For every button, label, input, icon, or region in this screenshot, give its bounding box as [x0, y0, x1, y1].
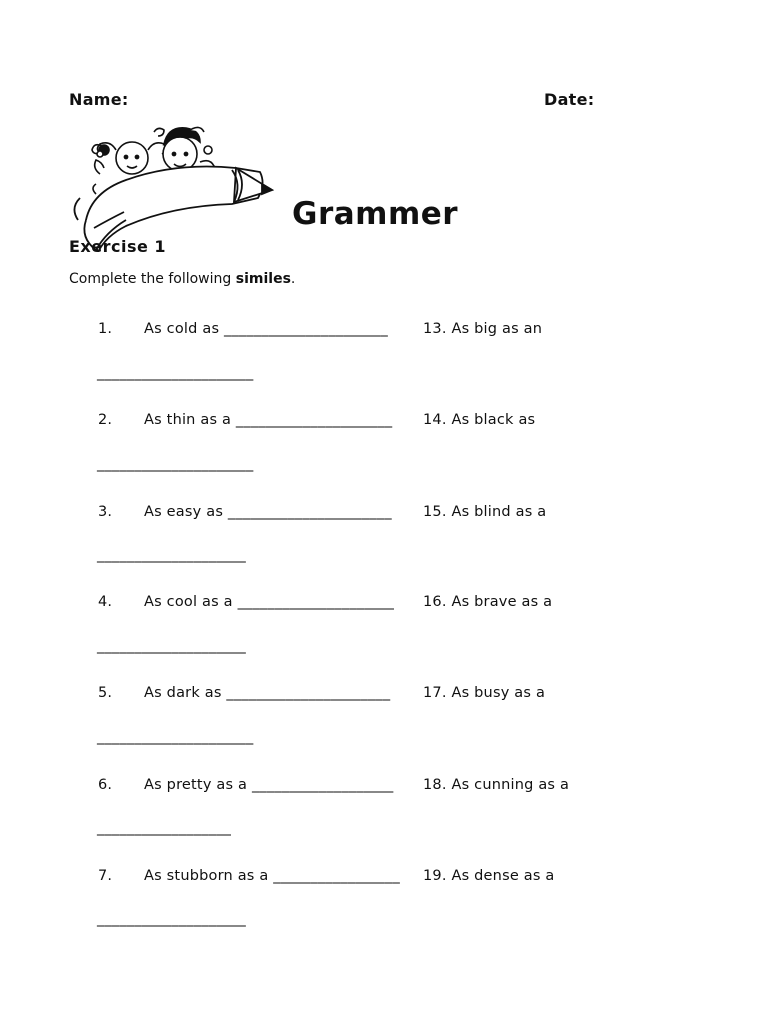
answer-line[interactable]: _____________________	[97, 729, 254, 745]
simile-number: 5.	[98, 685, 113, 701]
instruction-end: .	[290, 271, 296, 287]
answer-line[interactable]: ____________________	[97, 547, 246, 563]
simile-number: 2.	[98, 412, 113, 428]
page-title: Grammer	[292, 196, 459, 232]
simile-left-prompt[interactable]: As cold as ______________________	[144, 321, 388, 337]
simile-left-prompt[interactable]: As dark as ______________________	[144, 685, 391, 701]
date-label: Date:	[544, 90, 595, 109]
simile-number: 4.	[98, 594, 113, 610]
instruction	[69, 271, 295, 287]
simile-left-prompt[interactable]: As stubborn as a _________________	[144, 868, 400, 884]
simile-left-prompt[interactable]: As easy as ______________________	[144, 504, 392, 520]
instruction-keyword: similes	[235, 271, 291, 287]
simile-right-prompt: 16. As brave as a	[423, 594, 553, 610]
simile-number: 7.	[98, 868, 113, 884]
simile-right-prompt: 13. As big as an	[423, 321, 543, 337]
simile-left-prompt[interactable]: As thin as a _____________________	[144, 412, 393, 428]
simile-right-prompt: 18. As cunning as a	[423, 777, 570, 793]
simile-number: 6.	[98, 777, 113, 793]
simile-left-prompt[interactable]: As cool as a _____________________	[144, 594, 395, 610]
exercise-heading: Exercise 1	[69, 237, 167, 256]
answer-line[interactable]: _____________________	[97, 365, 254, 381]
answer-line[interactable]: __________________	[97, 820, 232, 836]
simile-right-prompt: 15. As blind as a	[423, 504, 547, 520]
name-label: Name:	[69, 90, 129, 109]
kids-with-pencil-clipart-icon	[72, 124, 284, 252]
simile-right-prompt: 17. As busy as a	[423, 685, 546, 701]
simile-right-prompt: 14. As black as	[423, 412, 536, 428]
answer-line[interactable]: ____________________	[97, 638, 246, 654]
answer-line[interactable]: ____________________	[97, 911, 246, 927]
instruction-text: Complete the following	[69, 271, 236, 287]
answer-line[interactable]: _____________________	[97, 456, 254, 472]
simile-number: 1.	[98, 321, 113, 337]
simile-left-prompt[interactable]: As pretty as a ___________________	[144, 777, 394, 793]
simile-number: 3.	[98, 504, 113, 520]
simile-right-prompt: 19. As dense as a	[423, 868, 555, 884]
